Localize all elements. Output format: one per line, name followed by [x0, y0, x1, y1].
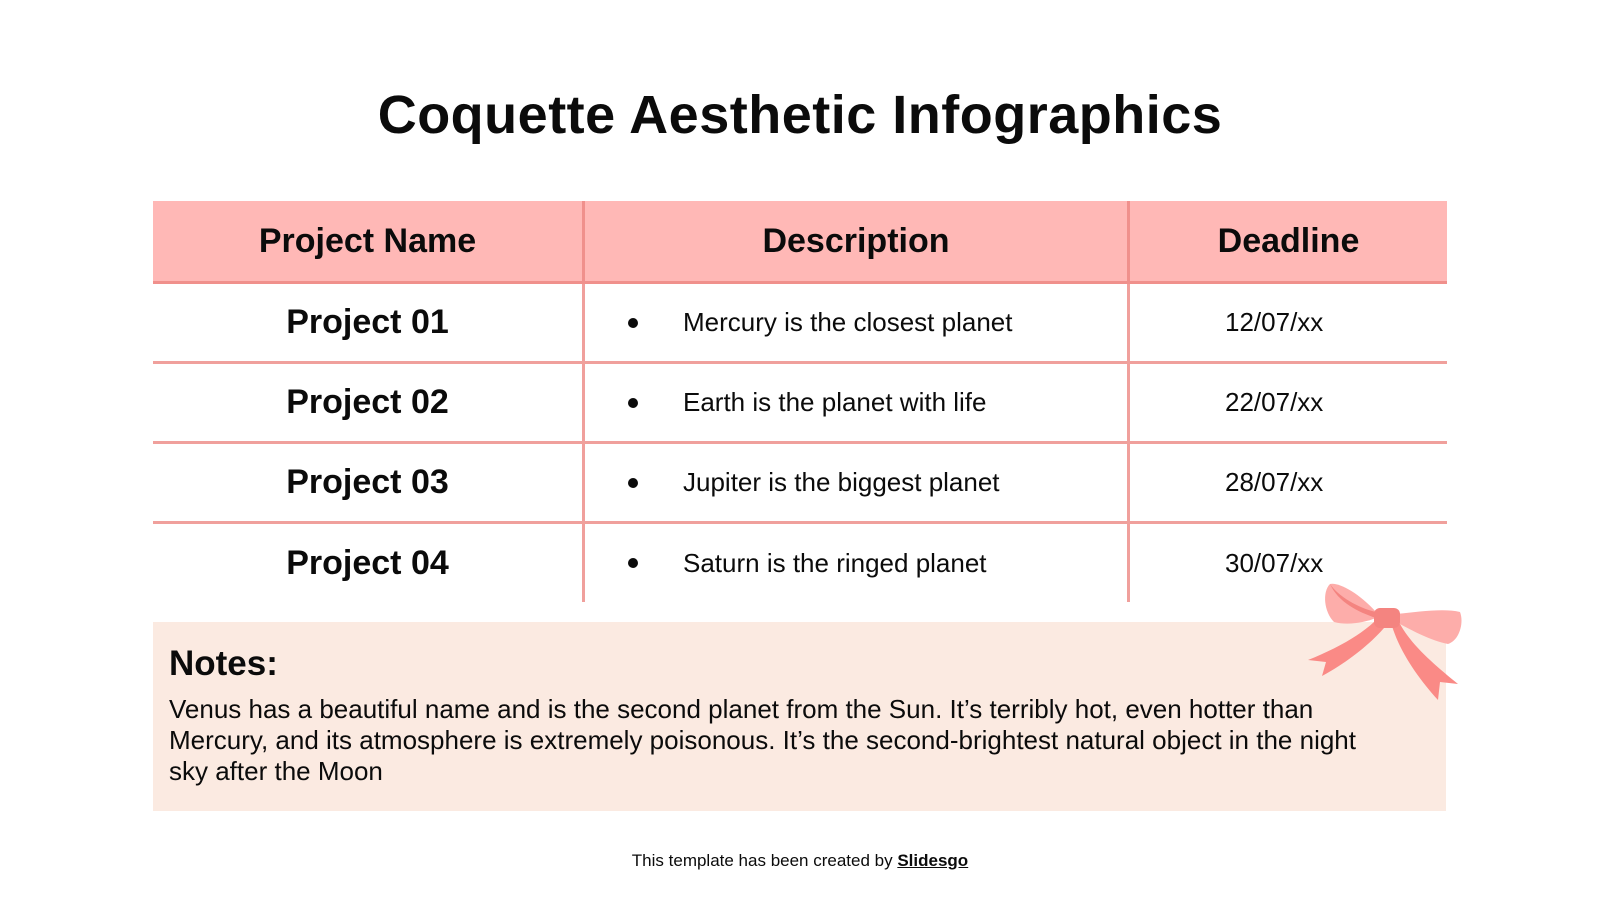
deadline: 28/07/xx [1225, 467, 1324, 497]
header-description: Description [585, 201, 1130, 281]
project-name: Project 03 [153, 444, 585, 521]
project-table [153, 201, 1447, 602]
description-cell [585, 284, 1130, 361]
footer-text: This template has been created by [631, 851, 898, 870]
description-text: Jupiter is the biggest planet [683, 467, 1000, 497]
table-header [153, 201, 1447, 284]
description-text: Earth is the planet with life [683, 387, 987, 417]
table-row [153, 284, 1447, 364]
notes-box [153, 622, 1446, 811]
description-cell [585, 364, 1130, 441]
footer-credit [0, 851, 1600, 871]
project-name: Project 04 [153, 524, 585, 602]
table-row [153, 364, 1447, 444]
project-name: Project 02 [153, 364, 585, 441]
table-row [153, 444, 1447, 524]
header-deadline: Deadline [1217, 221, 1360, 260]
deadline: 30/07/xx [1225, 547, 1324, 578]
slidesgo-link[interactable]: Slidesgo [897, 851, 969, 870]
table-row [153, 524, 1447, 602]
project-name: Project 01 [153, 284, 585, 361]
description-cell [585, 444, 1130, 521]
description-cell [585, 524, 1130, 602]
header-project-name: Project Name [153, 201, 585, 281]
bullet-icon [628, 398, 638, 408]
notes-title: Notes: [169, 644, 278, 683]
bullet-icon [628, 478, 638, 488]
notes-body: Venus has a beautiful name and is the second planet from the Sun. It’s terribly hot, even hotter than Mercury, and its atmosphere is extremely poisonous. It’s the second-brightest natural object in the night sky after the Moon [169, 694, 1356, 786]
description-text: Mercury is the closest planet [683, 307, 1013, 337]
page-title: Coquette Aesthetic Infographics [377, 85, 1223, 145]
deadline: 12/07/xx [1225, 307, 1324, 337]
deadline: 22/07/xx [1225, 387, 1324, 417]
bullet-icon [628, 558, 638, 568]
description-text: Saturn is the ringed planet [683, 547, 987, 578]
bullet-icon [628, 318, 638, 328]
bow-icon [1308, 582, 1468, 712]
